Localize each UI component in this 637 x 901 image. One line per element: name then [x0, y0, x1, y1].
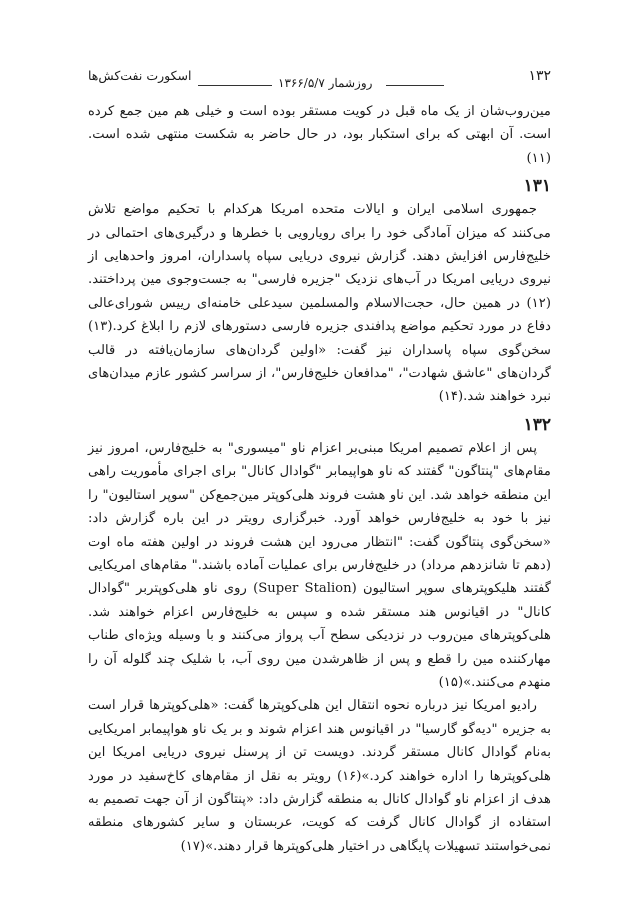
- entry-number-132: ۱۳۲: [523, 414, 551, 435]
- header-rule-left: [198, 85, 272, 86]
- entry-132-paragraph-1: پس از اعلام تصمیم امریکا مبنی‌بر اعزام ناو "میسوری" به خلیج‌فارس، امروز نیز مقام‌های "پنتاگون" گفتند که ناو هواپیمابر "گوادال کانال" برای اجرای مأموریت راهی این منطقه خواهد شد. این ناو هشت فروند هلی‌کوپتر مین‌جمع‌کن "سوپر استالیون" را نیز با خود به خلیج‌فارس خواهد آورد. خبرگزاری رویتر در این باره گزارش داد: «سخن‌گوی پنتاگون گفت: "انتظار می‌رود این هشت فروند در اولین هفته ماه اوت (دهم تا شانزدهم مرداد) در خلیج‌فارس برای عملیات آماده باشند." مقام‌های امریکایی گفتند هلیکوپترهای سوپر استالیون (Super Stalion) روی ناو هلی‌کوپتربر "گوادال کانال" در اقیانوس هند مستقر شده و سپس به خلیج‌فارس اعزام خواهند شد. هلی‌کوپترهای مین‌روب در نزدیکی سطح آب پرواز می‌کنند و با وسیله ویژه‌ای طناب مهارکننده مین را قطع و پس از ظاهرشدن مین روی آب، با شلیک چند گلوله آن را منهدم می‌کنند.»(۱۵): [88, 440, 551, 690]
- page-body: [88, 100, 551, 858]
- running-header: [88, 66, 551, 92]
- book-title: اسکورت نفت‌کش‌ها: [88, 68, 192, 83]
- page-number: ۱۳۲: [528, 68, 551, 84]
- entry-number-131: ۱۳۱: [523, 176, 551, 197]
- entry-131-paragraph: جمهوری اسلامی ایران و ایالات متحده امریکا هرکدام با تحکیم مواضع تلاش می‌کنند که میزان آمادگی خود را برای رویارویی با خطرها و درگیری‌های احتمالی در خلیج‌فارس افزایش دهند. گزارش نیروی دریایی سپاه پاسداران، امروز واحدهایی از نیروی دریایی امریکا در آب‌های نزدیک "جزیره فارسی" به جست‌وجوی مین پرداختند.(۱۲) در همین حال، حجت‌الاسلام والمسلمین سیدعلی خامنه‌ای رییس شورای‌عالی دفاع در مورد تحکیم مواضع پدافندی جزیره فارسی دستورهای لازم را ابلاغ کرد.(۱۳) سخن‌گوی سپاه پاسداران نیز گفت: «اولین گردان‌های سازمان‌یافته در قالب گردان‌های "عاشق شهادت"، "مدافعان خلیج‌فارس"، از سراسر کشور عازم میدان‌های نبرد خواهند شد.(۱۴): [88, 202, 551, 405]
- header-date: روزشمار ۱۳۶۶/۵/۷: [278, 76, 373, 90]
- intro-paragraph: مین‌روب‌شان از یک ماه قبل در کویت مستقر بوده است و خیلی هم مین جمع کرده است. آن ابهتی که برای استکبار بود، در حال حاضر به شکست منتهی شده است.(۱۱): [88, 104, 551, 166]
- entry-132-paragraph-2: رادیو امریکا نیز درباره نحوه انتقال این هلی‌کوپترها گفت: «هلی‌کوپترها قرار است به جزیره "دیه‌گو گارسیا" در اقیانوس هند اعزام شوند و بر یک ناو هواپیمابر امریکایی به‌نام گوادال کانال مستقر گردند. دویست تن از پرسنل نیروی دریایی امریکا این هلی‌کوپترها را اداره خواهند کرد.»(۱۶) رویتر به نقل از مقام‌های کاخ‌سفید در مورد هدف از اعزام ناو گوادال کانال به منطقه گزارش داد: «پنتاگون از آن جهت تصمیم به استفاده از گوادال کانال گرفت که کویت، عربستان و سایر کشورهای منطقه نمی‌خواستند تسهیلات پایگاهی در اختیار هلی‌کوپترها قرار دهند.»(۱۷): [88, 698, 551, 854]
- header-rule-right: [386, 85, 444, 86]
